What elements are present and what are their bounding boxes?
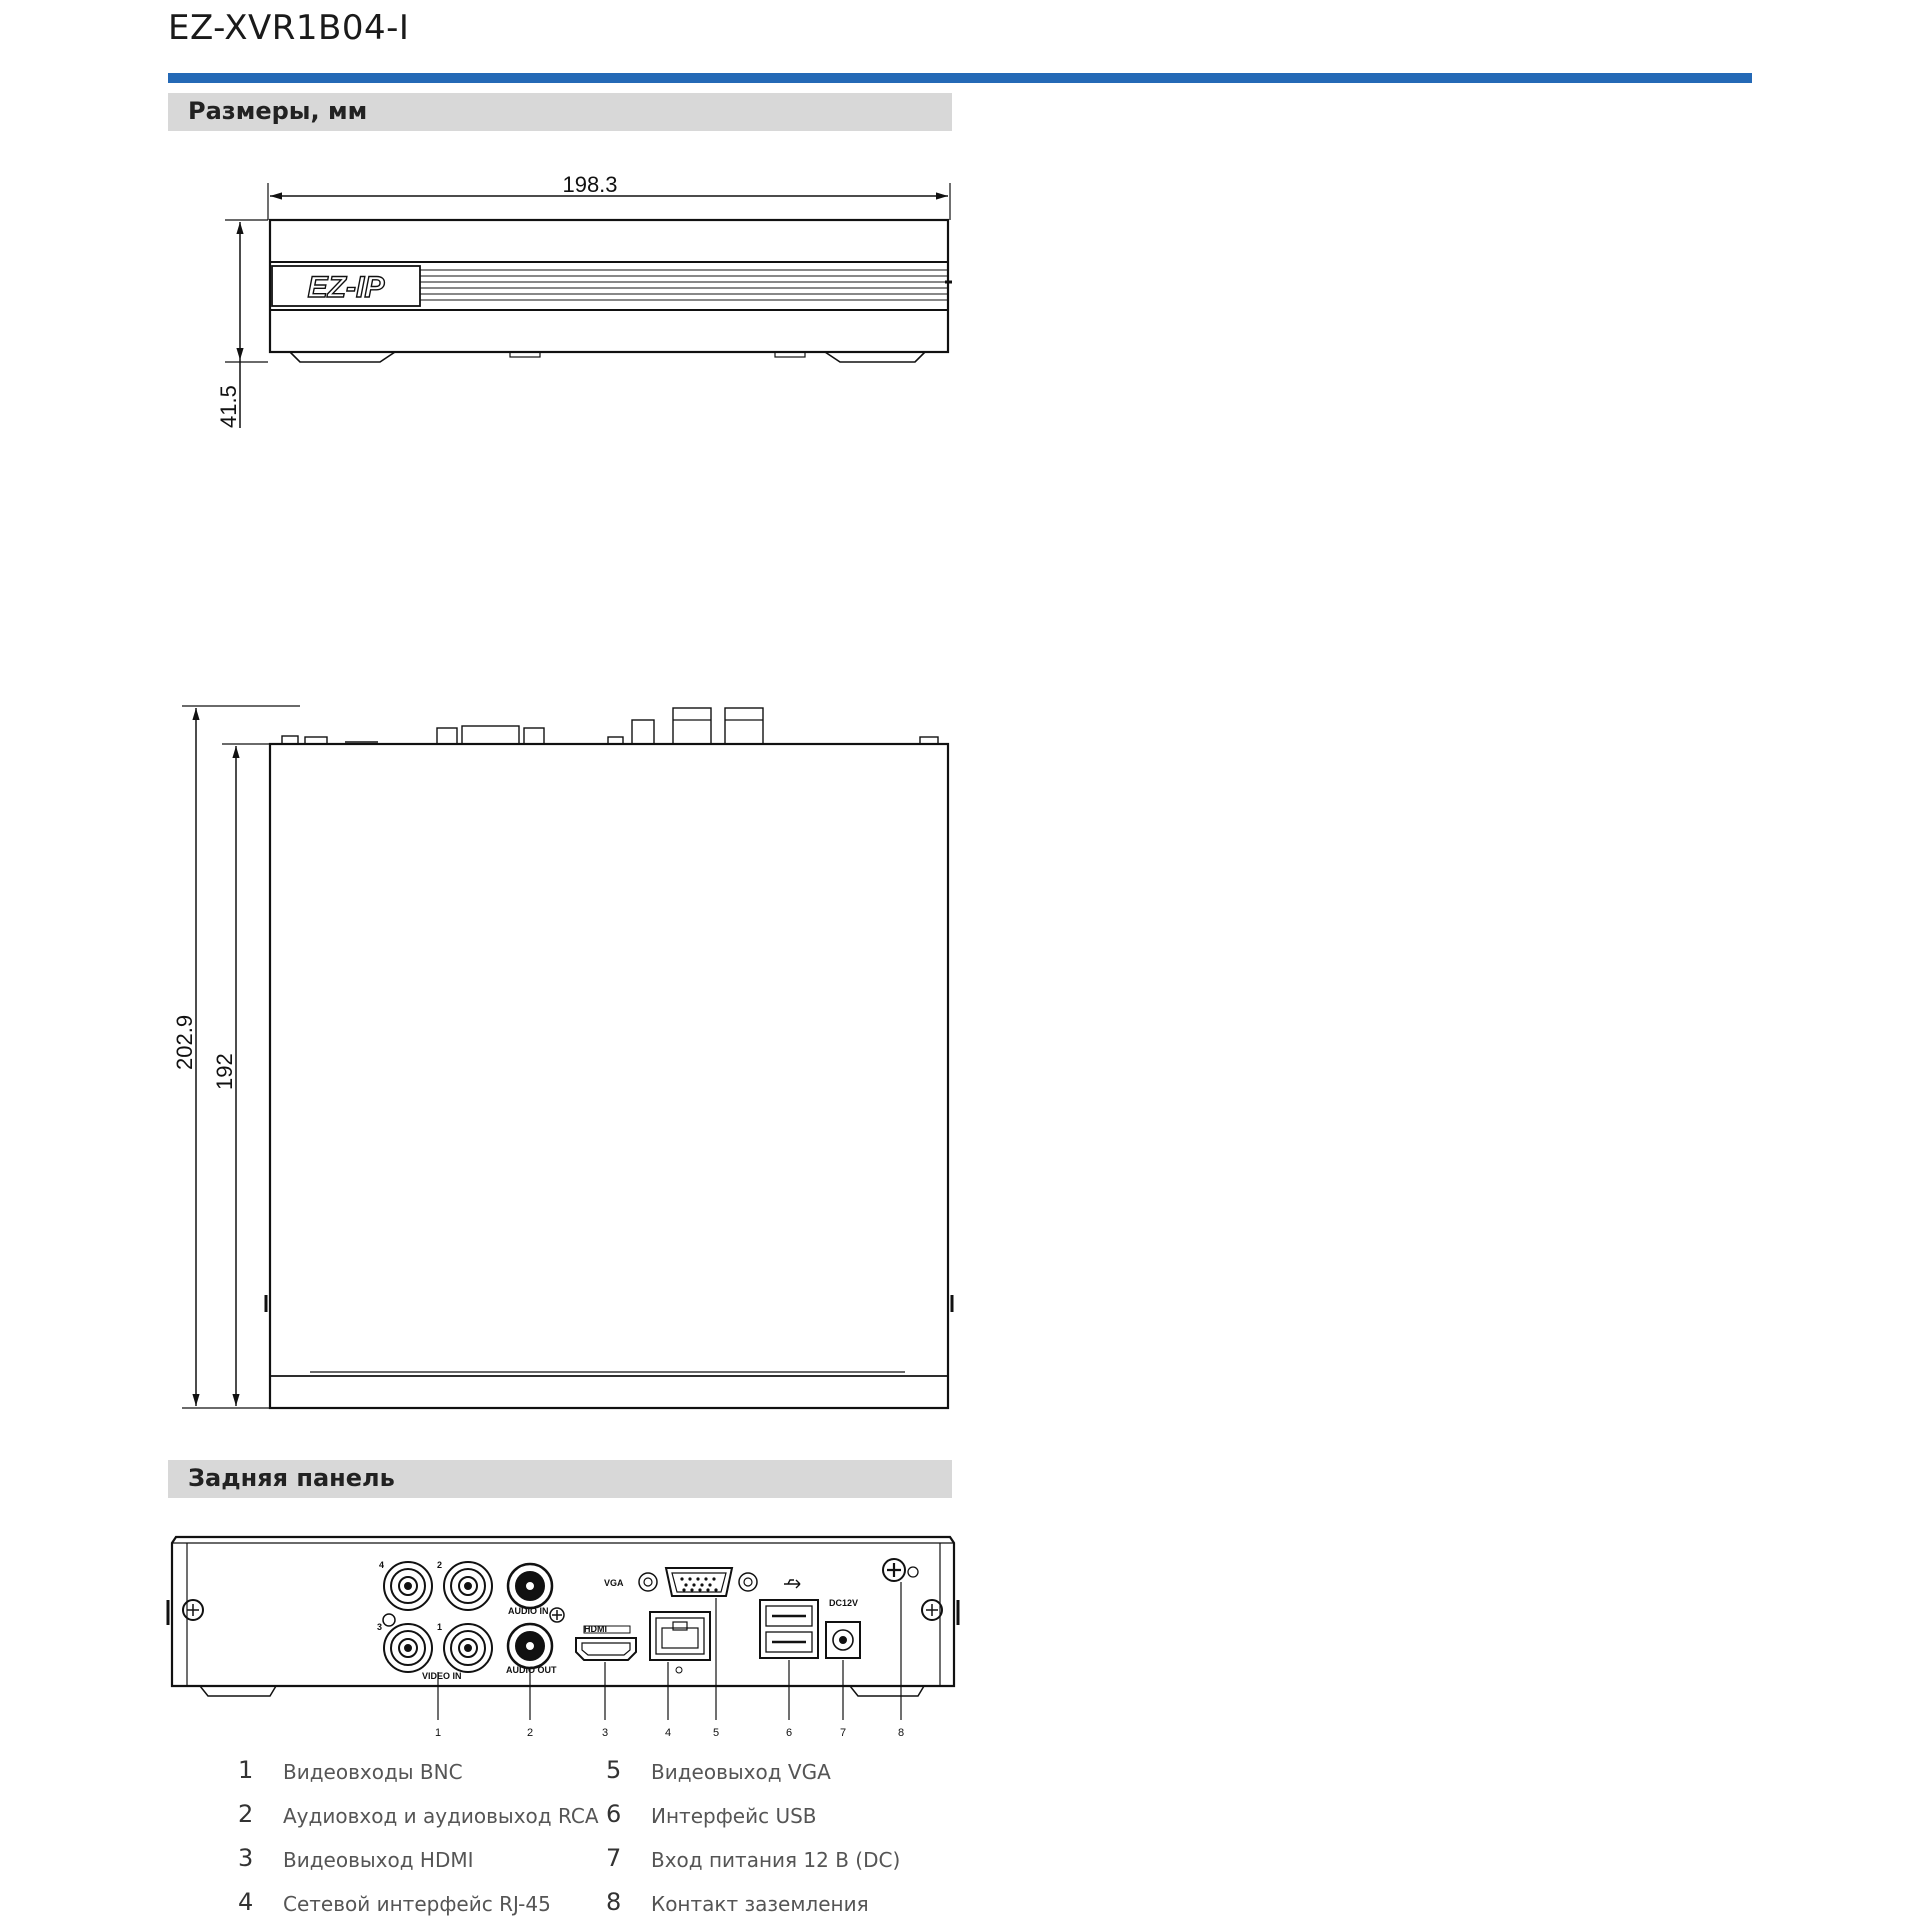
legend-num-1: 1 — [238, 1756, 254, 1784]
legend-text-3: Видеовыход HDMI — [283, 1848, 474, 1872]
legend-num-4: 4 — [238, 1888, 254, 1916]
usb-icon — [784, 1580, 800, 1588]
video-in-label: VIDEO IN — [422, 1671, 462, 1681]
callout-7: 7 — [839, 1727, 847, 1739]
section-rear-panel-title: Задняя панель — [188, 1464, 395, 1492]
legend-text-1: Видеовходы BNC — [283, 1760, 463, 1784]
legend-text-8: Контакт заземления — [651, 1892, 869, 1916]
height-dimension-label: 41.5 — [216, 385, 241, 428]
width-dimension-label: 198.3 — [562, 172, 618, 197]
bnc-connectors — [384, 1562, 492, 1672]
legend-num-2: 2 — [238, 1800, 254, 1828]
usb-ports — [760, 1600, 818, 1658]
hdmi-label: HDMI — [584, 1624, 607, 1634]
legend-text-5: Видеовыход VGA — [651, 1760, 831, 1784]
depth-total-label: 202.9 — [172, 1014, 197, 1070]
callout-2: 2 — [526, 1727, 534, 1739]
ezip-logo: EZ-IP — [307, 271, 385, 304]
hdmi-port — [576, 1638, 636, 1660]
front-view — [225, 183, 952, 428]
legend-text-7: Вход питания 12 В (DC) — [651, 1848, 901, 1872]
depth-body-label: 192 — [212, 1053, 237, 1090]
legend-num-5: 5 — [606, 1756, 622, 1784]
callout-6: 6 — [785, 1727, 793, 1739]
callout-1: 1 — [434, 1727, 442, 1739]
legend-text-4: Сетевой интерфейс RJ-45 — [283, 1892, 551, 1916]
callout-4: 4 — [664, 1727, 672, 1739]
legend-text-6: Интерфейс USB — [651, 1804, 817, 1828]
rear-panel — [168, 1537, 958, 1720]
callout-3: 3 — [601, 1727, 609, 1739]
top-view — [182, 706, 952, 1408]
legend-num-7: 7 — [606, 1844, 622, 1872]
callout-8: 8 — [897, 1727, 905, 1739]
rj45-port — [650, 1612, 710, 1660]
audio-in-label: AUDIO IN — [508, 1606, 549, 1616]
legend-text-2: Аудиовход и аудиовыход RCA — [283, 1804, 599, 1828]
model-title: EZ-XVR1B04-I — [168, 8, 410, 48]
bnc-label-2: 2 — [437, 1560, 443, 1570]
ground-mark-icon — [383, 1614, 395, 1626]
callout-5: 5 — [712, 1727, 720, 1739]
audio-out-label: AUDIO OUT — [506, 1665, 557, 1675]
legend-num-8: 8 — [606, 1888, 622, 1916]
legend-num-6: 6 — [606, 1800, 622, 1828]
bnc-label-4: 4 — [379, 1560, 385, 1570]
bnc-label-1: 1 — [437, 1622, 443, 1632]
rca-audio-connectors — [508, 1564, 564, 1668]
legend-num-3: 3 — [238, 1844, 254, 1872]
section-dimensions-title: Размеры, мм — [188, 97, 368, 125]
bnc-label-3: 3 — [377, 1622, 383, 1632]
dc-label: DC12V — [829, 1598, 859, 1608]
top-body — [270, 744, 948, 1408]
vga-label: VGA — [604, 1578, 624, 1588]
